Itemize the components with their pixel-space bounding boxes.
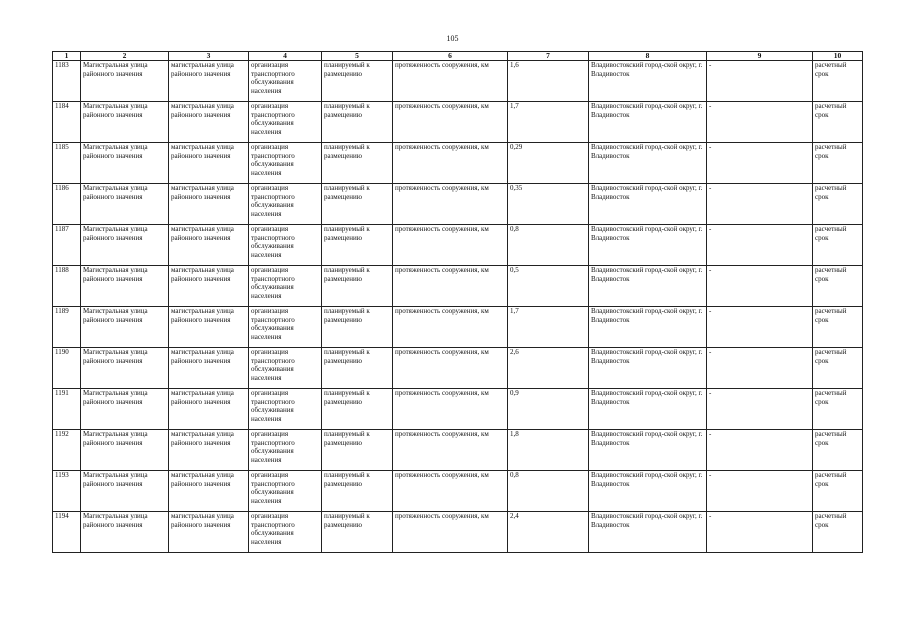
- object-name: Магистральная улица районного значения: [81, 143, 169, 184]
- object-value: 2,4: [508, 512, 589, 553]
- object-term: расчетный срок: [813, 143, 863, 184]
- object-name: Магистральная улица районного значения: [81, 266, 169, 307]
- object-value: 0,8: [508, 471, 589, 512]
- object-zone: -: [707, 184, 813, 225]
- object-term: расчетный срок: [813, 225, 863, 266]
- object-value: 1,7: [508, 307, 589, 348]
- object-type: магистральная улица районного значения: [169, 184, 249, 225]
- row-number: 1191: [53, 389, 81, 430]
- row-number: 1193: [53, 471, 81, 512]
- row-number: 1183: [53, 61, 81, 102]
- object-type: магистральная улица районного значения: [169, 348, 249, 389]
- object-status: планируемый к размещению: [322, 307, 393, 348]
- object-zone: -: [707, 225, 813, 266]
- object-characteristic: протяженность сооружения, км: [393, 143, 508, 184]
- table-row: [53, 143, 863, 184]
- object-name: Магистральная улица районного значения: [81, 430, 169, 471]
- object-type: магистральная улица районного значения: [169, 61, 249, 102]
- object-zone: -: [707, 389, 813, 430]
- object-type: магистральная улица районного значения: [169, 471, 249, 512]
- object-location: Владивостокский город-ской округ, г. Владивосток: [589, 512, 707, 553]
- object-value: 1,8: [508, 430, 589, 471]
- column-header: 5: [322, 52, 393, 61]
- object-purpose: организация транспортного обслуживания населения: [249, 184, 322, 225]
- object-location: Владивостокский город-ской округ, г. Владивосток: [589, 266, 707, 307]
- column-header: 8: [589, 52, 707, 61]
- object-type: магистральная улица районного значения: [169, 266, 249, 307]
- table-row: [53, 266, 863, 307]
- object-characteristic: протяженность сооружения, км: [393, 225, 508, 266]
- object-value: 1,6: [508, 61, 589, 102]
- object-name: Магистральная улица районного значения: [81, 61, 169, 102]
- objects-table: [52, 51, 863, 553]
- column-header: 4: [249, 52, 322, 61]
- table-row: [53, 61, 863, 102]
- object-purpose: организация транспортного обслуживания населения: [249, 143, 322, 184]
- object-location: Владивостокский город-ской округ, г. Владивосток: [589, 143, 707, 184]
- object-zone: -: [707, 143, 813, 184]
- object-name: Магистральная улица районного значения: [81, 471, 169, 512]
- object-status: планируемый к размещению: [322, 102, 393, 143]
- object-term: расчетный срок: [813, 266, 863, 307]
- object-status: планируемый к размещению: [322, 61, 393, 102]
- object-zone: -: [707, 102, 813, 143]
- object-purpose: организация транспортного обслуживания населения: [249, 389, 322, 430]
- object-location: Владивостокский город-ской округ, г. Владивосток: [589, 471, 707, 512]
- object-location: Владивостокский город-ской округ, г. Владивосток: [589, 61, 707, 102]
- row-number: 1190: [53, 348, 81, 389]
- column-header: 6: [393, 52, 508, 61]
- object-status: планируемый к размещению: [322, 348, 393, 389]
- object-name: Магистральная улица районного значения: [81, 307, 169, 348]
- object-value: 0,5: [508, 266, 589, 307]
- object-zone: -: [707, 471, 813, 512]
- object-status: планируемый к размещению: [322, 225, 393, 266]
- object-type: магистральная улица районного значения: [169, 102, 249, 143]
- object-location: Владивостокский город-ской округ, г. Владивосток: [589, 348, 707, 389]
- object-type: магистральная улица районного значения: [169, 389, 249, 430]
- row-number: 1188: [53, 266, 81, 307]
- object-purpose: организация транспортного обслуживания населения: [249, 307, 322, 348]
- row-number: 1194: [53, 512, 81, 553]
- object-status: планируемый к размещению: [322, 471, 393, 512]
- column-header: 7: [508, 52, 589, 61]
- object-value: 0,35: [508, 184, 589, 225]
- object-characteristic: протяженность сооружения, км: [393, 471, 508, 512]
- object-type: магистральная улица районного значения: [169, 225, 249, 266]
- object-characteristic: протяженность сооружения, км: [393, 348, 508, 389]
- row-number: 1185: [53, 143, 81, 184]
- object-characteristic: протяженность сооружения, км: [393, 430, 508, 471]
- object-status: планируемый к размещению: [322, 389, 393, 430]
- object-term: расчетный срок: [813, 471, 863, 512]
- object-characteristic: протяженность сооружения, км: [393, 389, 508, 430]
- object-type: магистральная улица районного значения: [169, 143, 249, 184]
- object-status: планируемый к размещению: [322, 184, 393, 225]
- object-purpose: организация транспортного обслуживания населения: [249, 512, 322, 553]
- column-header: 2: [81, 52, 169, 61]
- object-characteristic: протяженность сооружения, км: [393, 102, 508, 143]
- table-row: [53, 307, 863, 348]
- column-header: 9: [707, 52, 813, 61]
- table-row: [53, 471, 863, 512]
- object-location: Владивостокский город-ской округ, г. Владивосток: [589, 430, 707, 471]
- object-value: 0,8: [508, 225, 589, 266]
- object-value: 0,9: [508, 389, 589, 430]
- object-term: расчетный срок: [813, 102, 863, 143]
- page-number: 105: [446, 34, 459, 43]
- row-number: 1187: [53, 225, 81, 266]
- object-term: расчетный срок: [813, 307, 863, 348]
- object-zone: -: [707, 307, 813, 348]
- object-zone: -: [707, 430, 813, 471]
- table-row: [53, 389, 863, 430]
- object-characteristic: протяженность сооружения, км: [393, 61, 508, 102]
- object-term: расчетный срок: [813, 61, 863, 102]
- object-purpose: организация транспортного обслуживания населения: [249, 348, 322, 389]
- row-number: 1186: [53, 184, 81, 225]
- object-location: Владивостокский город-ской округ, г. Владивосток: [589, 225, 707, 266]
- object-purpose: организация транспортного обслуживания населения: [249, 102, 322, 143]
- object-name: Магистральная улица районного значения: [81, 512, 169, 553]
- object-term: расчетный срок: [813, 389, 863, 430]
- object-purpose: организация транспортного обслуживания населения: [249, 430, 322, 471]
- object-term: расчетный срок: [813, 184, 863, 225]
- row-number: 1184: [53, 102, 81, 143]
- object-name: Магистральная улица районного значения: [81, 389, 169, 430]
- object-value: 2,6: [508, 348, 589, 389]
- object-characteristic: протяженность сооружения, км: [393, 512, 508, 553]
- object-purpose: организация транспортного обслуживания населения: [249, 225, 322, 266]
- table-row: [53, 430, 863, 471]
- object-location: Владивостокский город-ской округ, г. Владивосток: [589, 102, 707, 143]
- object-term: расчетный срок: [813, 430, 863, 471]
- header-row: [53, 52, 863, 61]
- table-row: [53, 102, 863, 143]
- object-term: расчетный срок: [813, 512, 863, 553]
- object-zone: -: [707, 348, 813, 389]
- column-header: 1: [53, 52, 81, 61]
- table-row: [53, 184, 863, 225]
- object-purpose: организация транспортного обслуживания населения: [249, 61, 322, 102]
- row-number: 1189: [53, 307, 81, 348]
- row-number: 1192: [53, 430, 81, 471]
- column-header: 3: [169, 52, 249, 61]
- object-zone: -: [707, 61, 813, 102]
- object-location: Владивостокский город-ской округ, г. Владивосток: [589, 184, 707, 225]
- object-name: Магистральная улица районного значения: [81, 102, 169, 143]
- object-location: Владивостокский город-ской округ, г. Владивосток: [589, 307, 707, 348]
- object-type: магистральная улица районного значения: [169, 512, 249, 553]
- table-row: [53, 512, 863, 553]
- object-name: Магистральная улица районного значения: [81, 348, 169, 389]
- object-purpose: организация транспортного обслуживания населения: [249, 471, 322, 512]
- object-characteristic: протяженность сооружения, км: [393, 307, 508, 348]
- object-characteristic: протяженность сооружения, км: [393, 266, 508, 307]
- table-row: [53, 225, 863, 266]
- object-term: расчетный срок: [813, 348, 863, 389]
- object-location: Владивостокский город-ской округ, г. Владивосток: [589, 389, 707, 430]
- object-status: планируемый к размещению: [322, 512, 393, 553]
- object-name: Магистральная улица районного значения: [81, 184, 169, 225]
- table-row: [53, 348, 863, 389]
- object-zone: -: [707, 266, 813, 307]
- object-status: планируемый к размещению: [322, 266, 393, 307]
- object-status: планируемый к размещению: [322, 143, 393, 184]
- object-value: 0,29: [508, 143, 589, 184]
- object-zone: -: [707, 512, 813, 553]
- object-characteristic: протяженность сооружения, км: [393, 184, 508, 225]
- object-type: магистральная улица районного значения: [169, 430, 249, 471]
- object-type: магистральная улица районного значения: [169, 307, 249, 348]
- object-name: Магистральная улица районного значения: [81, 225, 169, 266]
- object-purpose: организация транспортного обслуживания населения: [249, 266, 322, 307]
- column-header: 10: [813, 52, 863, 61]
- object-value: 1,7: [508, 102, 589, 143]
- object-status: планируемый к размещению: [322, 430, 393, 471]
